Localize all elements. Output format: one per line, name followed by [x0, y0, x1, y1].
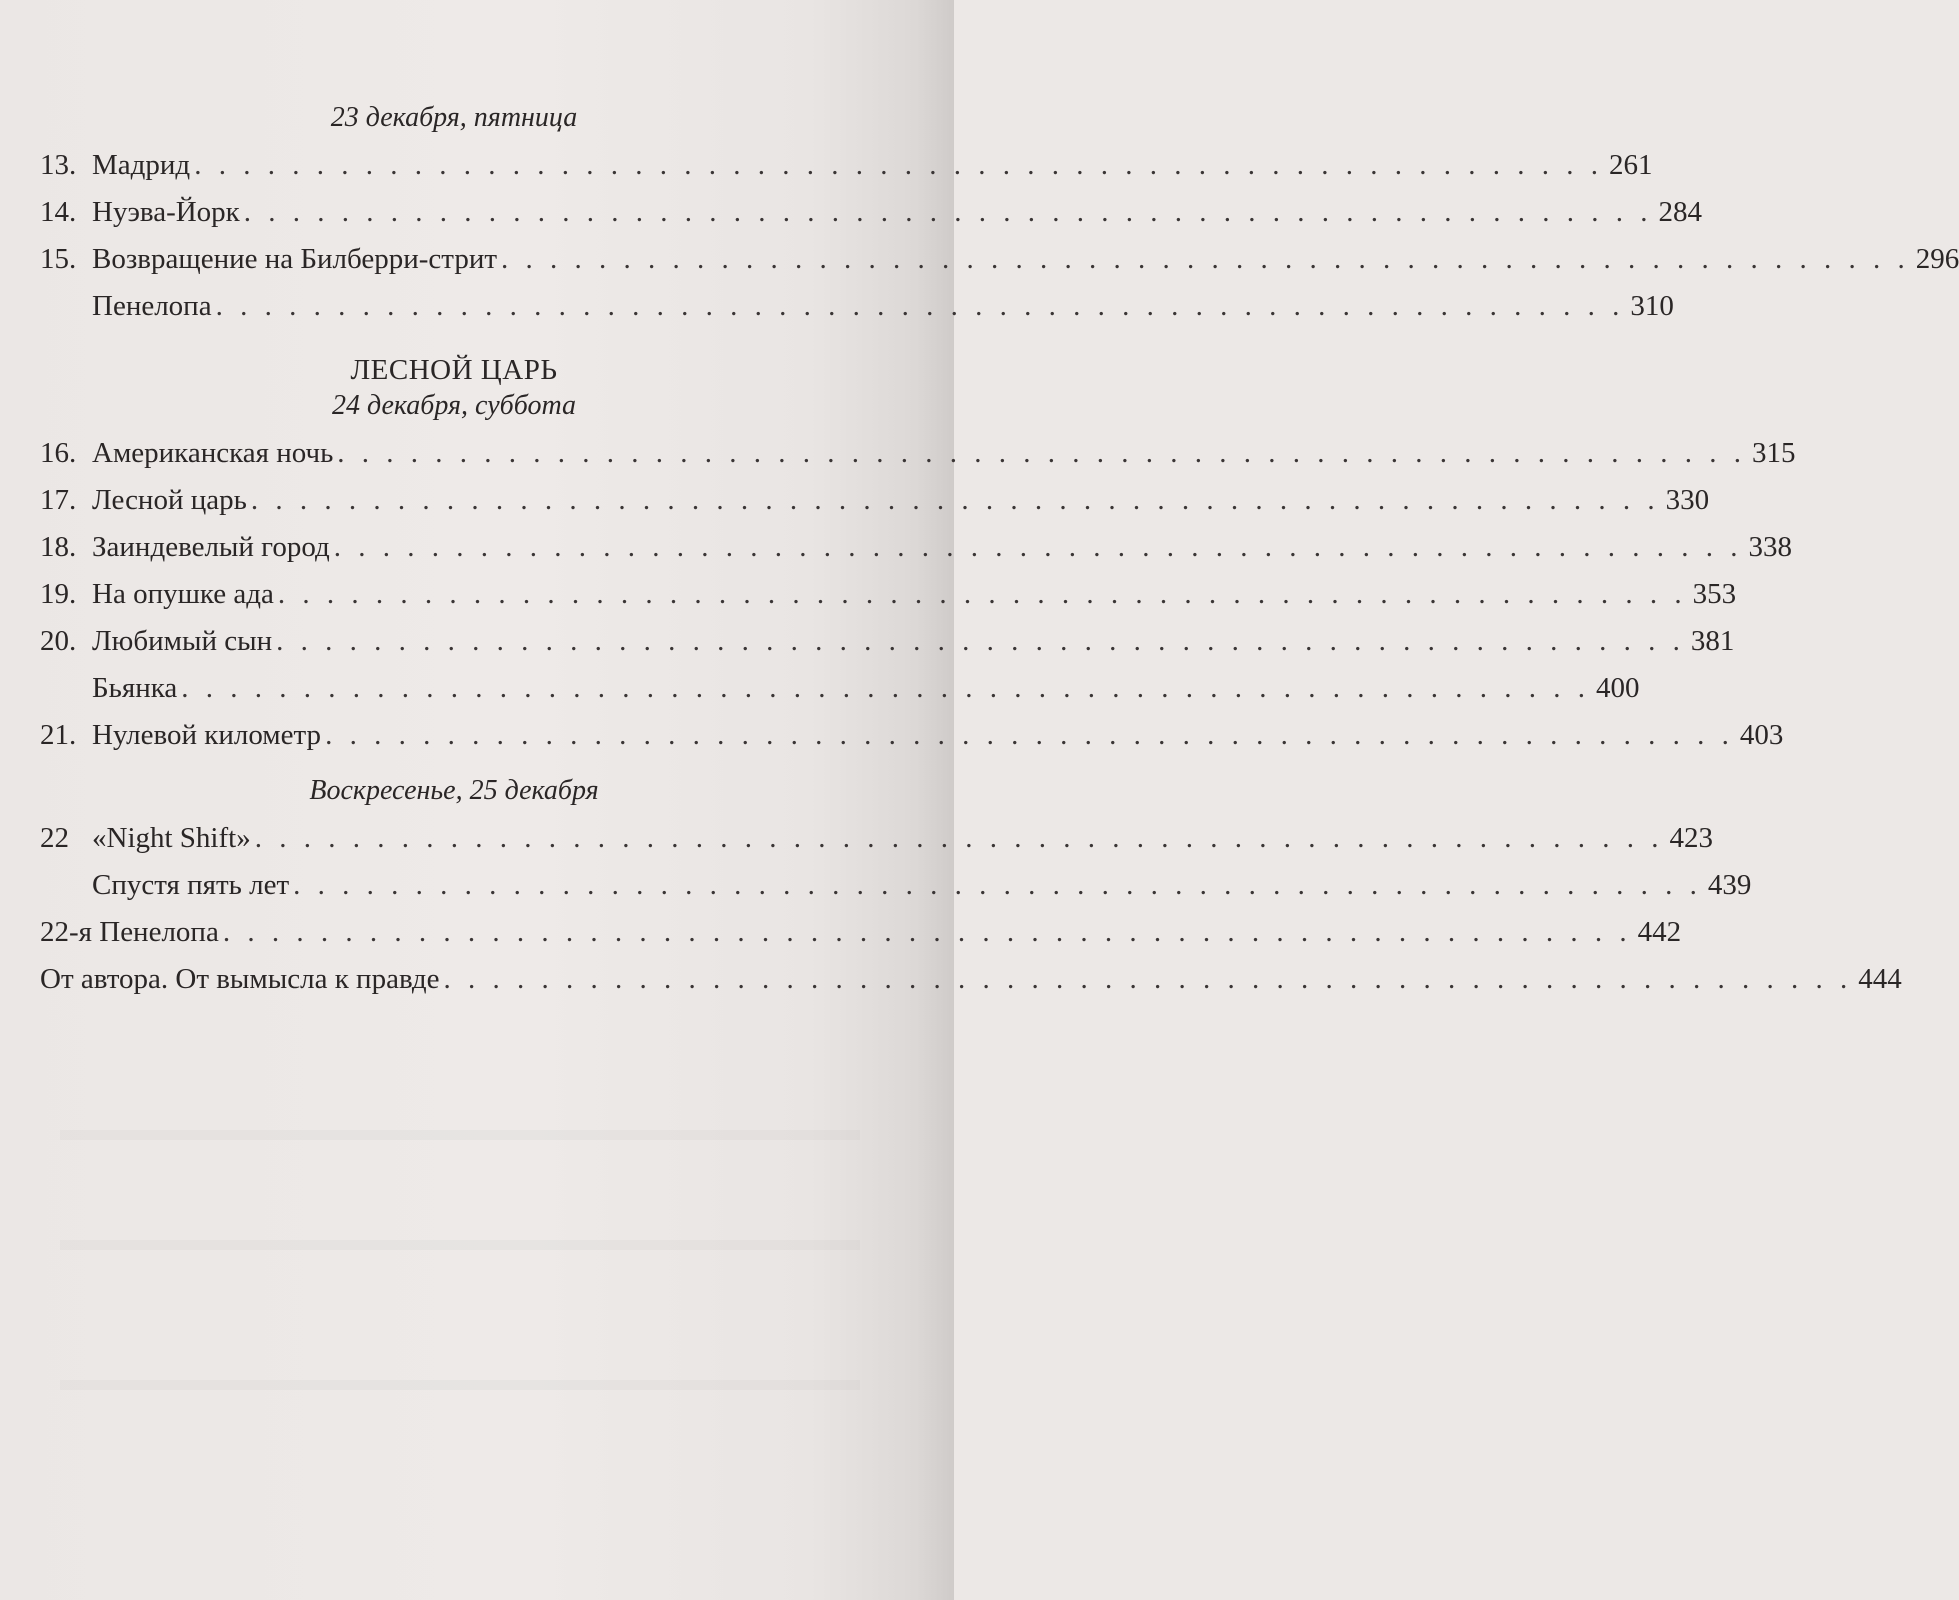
leader-dots: . . . . . . . . . . . . . . . . . . . . . . . . . . . . . . . . . . . . . . . . . . . . . . . . . . . . . . . . . . — [337, 437, 1747, 469]
toc-entry[interactable] — [40, 430, 1796, 477]
table-of-contents — [40, 100, 1959, 1017]
toc-section-forest-king — [40, 352, 1796, 759]
chapter-title: Бьянка — [92, 672, 178, 704]
leader-dots: . . . . . . . . . . . . . . . . . . . . . . . . . . . . . . . . . . . . . . . . . . . . . . . . . . . . . . . . . . — [254, 822, 1664, 854]
page-number: 330 — [1665, 484, 1710, 516]
toc-entry[interactable] — [40, 956, 1902, 1003]
toc-entry[interactable] — [40, 618, 1735, 665]
toc-entry[interactable] — [40, 236, 1959, 283]
page-number: 442 — [1637, 916, 1682, 948]
chapter-title: Спустя пять лет — [92, 869, 290, 901]
toc-entries — [40, 142, 1959, 330]
chapter-number: 13. — [40, 149, 77, 181]
chapter-number: 18. — [40, 531, 77, 563]
chapter-title: «Night Shift» — [92, 822, 251, 854]
page-number: 296 — [1915, 243, 1959, 275]
chapter-title: Любимый сын — [92, 625, 273, 657]
leader-dots: . . . . . . . . . . . . . . . . . . . . . . . . . . . . . . . . . . . . . . . . . . . . . . . . . . . . . . . . . . — [333, 531, 1743, 563]
leader-dots: . . . . . . . . . . . . . . . . . . . . . . . . . . . . . . . . . . . . . . . . . . . . . . . . . . . . . . . . . . — [293, 869, 1702, 901]
page-number: 381 — [1690, 625, 1735, 657]
bleed-through-shadow — [60, 1130, 860, 1140]
leader-dots: . . . . . . . . . . . . . . . . . . . . . . . . . . . . . . . . . . . . . . . . . . . . . . . . . . . . . . . . . . — [276, 625, 1685, 657]
leader-dots: . . . . . . . . . . . . . . . . . . . . . . . . . . . . . . . . . . . . . . . . . . . . . . . . . . . . . . . . . . — [250, 484, 1660, 516]
leader-dots: . . . . . . . . . . . . . . . . . . . . . . . . . . . . . . . . . . . . . . . . . . . . . . . . . . . . . . . . . . — [215, 290, 1625, 322]
chapter-number: 19. — [40, 578, 77, 610]
toc-entries — [40, 430, 1796, 759]
toc-entry[interactable] — [40, 712, 1784, 759]
chapter-title: Возвращение на Билберри-стрит — [92, 243, 498, 275]
chapter-title: Американская ночь — [92, 437, 334, 469]
toc-entry[interactable] — [40, 189, 1703, 236]
chapter-number: 16. — [40, 437, 77, 469]
page-number: 353 — [1692, 578, 1737, 610]
chapter-title: 22-я Пенелопа — [40, 916, 219, 948]
chapter-number: 22 — [40, 822, 69, 854]
page-number: 444 — [1858, 963, 1902, 995]
chapter-title: Нулевой километр — [92, 719, 322, 751]
chapter-title: От автора. От вымысла к правде — [40, 963, 440, 995]
toc-entry[interactable] — [40, 142, 1653, 189]
chapter-number: 14. — [40, 196, 77, 228]
toc-entries — [40, 815, 1902, 1003]
part-heading: ЛЕСНОЙ ЦАРЬ — [350, 354, 558, 386]
page-number: 315 — [1752, 437, 1796, 469]
toc-entry[interactable] — [40, 665, 1640, 712]
toc-entry[interactable] — [40, 862, 1752, 909]
toc-section-dec-25 — [40, 773, 1902, 1003]
chapter-number: 15. — [40, 243, 77, 275]
chapter-title: Лесной царь — [92, 484, 247, 516]
leader-dots: . . . . . . . . . . . . . . . . . . . . . . . . . . . . . . . . . . . . . . . . . . . . . . . . . . . . . . . . . . — [194, 149, 1603, 181]
chapter-title: Заиндевелый город — [92, 531, 330, 563]
page-number: 439 — [1707, 869, 1752, 901]
leader-dots: . . . . . . . . . . . . . . . . . . . . . . . . . . . . . . . . . . . . . . . . . . . . . . . . . . . . . . . . . . — [277, 578, 1687, 610]
chapter-title: Пенелопа — [92, 290, 212, 322]
section-date: 23 декабря, пятница — [330, 102, 578, 133]
leader-dots: . . . . . . . . . . . . . . . . . . . . . . . . . . . . . . . . . . . . . . . . . . . . . . . . . . . . . . . . . . — [443, 963, 1853, 995]
chapter-number: 21. — [40, 719, 77, 751]
page-number: 423 — [1669, 822, 1713, 854]
toc-entry[interactable] — [40, 815, 1713, 862]
chapter-title: Мадрид — [92, 149, 191, 181]
bleed-through-shadow — [60, 1240, 860, 1250]
section-date: 24 декабря, суббота — [331, 390, 577, 421]
chapter-title: Нуэва-Йорк — [92, 196, 240, 228]
toc-entry[interactable] — [40, 909, 1682, 956]
section-date: Воскресенье, 25 декабря — [309, 775, 599, 806]
leader-dots: . . . . . . . . . . . . . . . . . . . . . . . . . . . . . . . . . . . . . . . . . . . . . . . . . . . . . . . . . . — [243, 196, 1653, 228]
toc-entry[interactable] — [40, 524, 1793, 571]
chapter-number: 20. — [40, 625, 77, 657]
page-number: 400 — [1596, 672, 1640, 704]
leader-dots: . . . . . . . . . . . . . . . . . . . . . . . . . . . . . . . . . . . . . . . . . . . . . . . . . . . . . . . . . . — [181, 672, 1591, 704]
leader-dots: . . . . . . . . . . . . . . . . . . . . . . . . . . . . . . . . . . . . . . . . . . . . . . . . . . . . . . . . . . — [325, 719, 1734, 751]
page-number: 310 — [1630, 290, 1674, 322]
toc-entry[interactable] — [40, 283, 1674, 330]
page-number: 338 — [1748, 531, 1793, 563]
toc-section-dec-23 — [40, 100, 1959, 330]
toc-entry[interactable] — [40, 571, 1737, 618]
chapter-number: 17. — [40, 484, 77, 516]
chapter-title: На опушке ада — [92, 578, 274, 610]
page-number: 284 — [1658, 196, 1703, 228]
page-number: 403 — [1739, 719, 1784, 751]
toc-entry[interactable] — [40, 477, 1710, 524]
leader-dots: . . . . . . . . . . . . . . . . . . . . . . . . . . . . . . . . . . . . . . . . . . . . . . . . . . . . . . . . . . — [501, 243, 1910, 275]
page-number: 261 — [1608, 149, 1653, 181]
leader-dots: . . . . . . . . . . . . . . . . . . . . . . . . . . . . . . . . . . . . . . . . . . . . . . . . . . . . . . . . . . — [222, 916, 1632, 948]
bleed-through-shadow — [60, 1380, 860, 1390]
